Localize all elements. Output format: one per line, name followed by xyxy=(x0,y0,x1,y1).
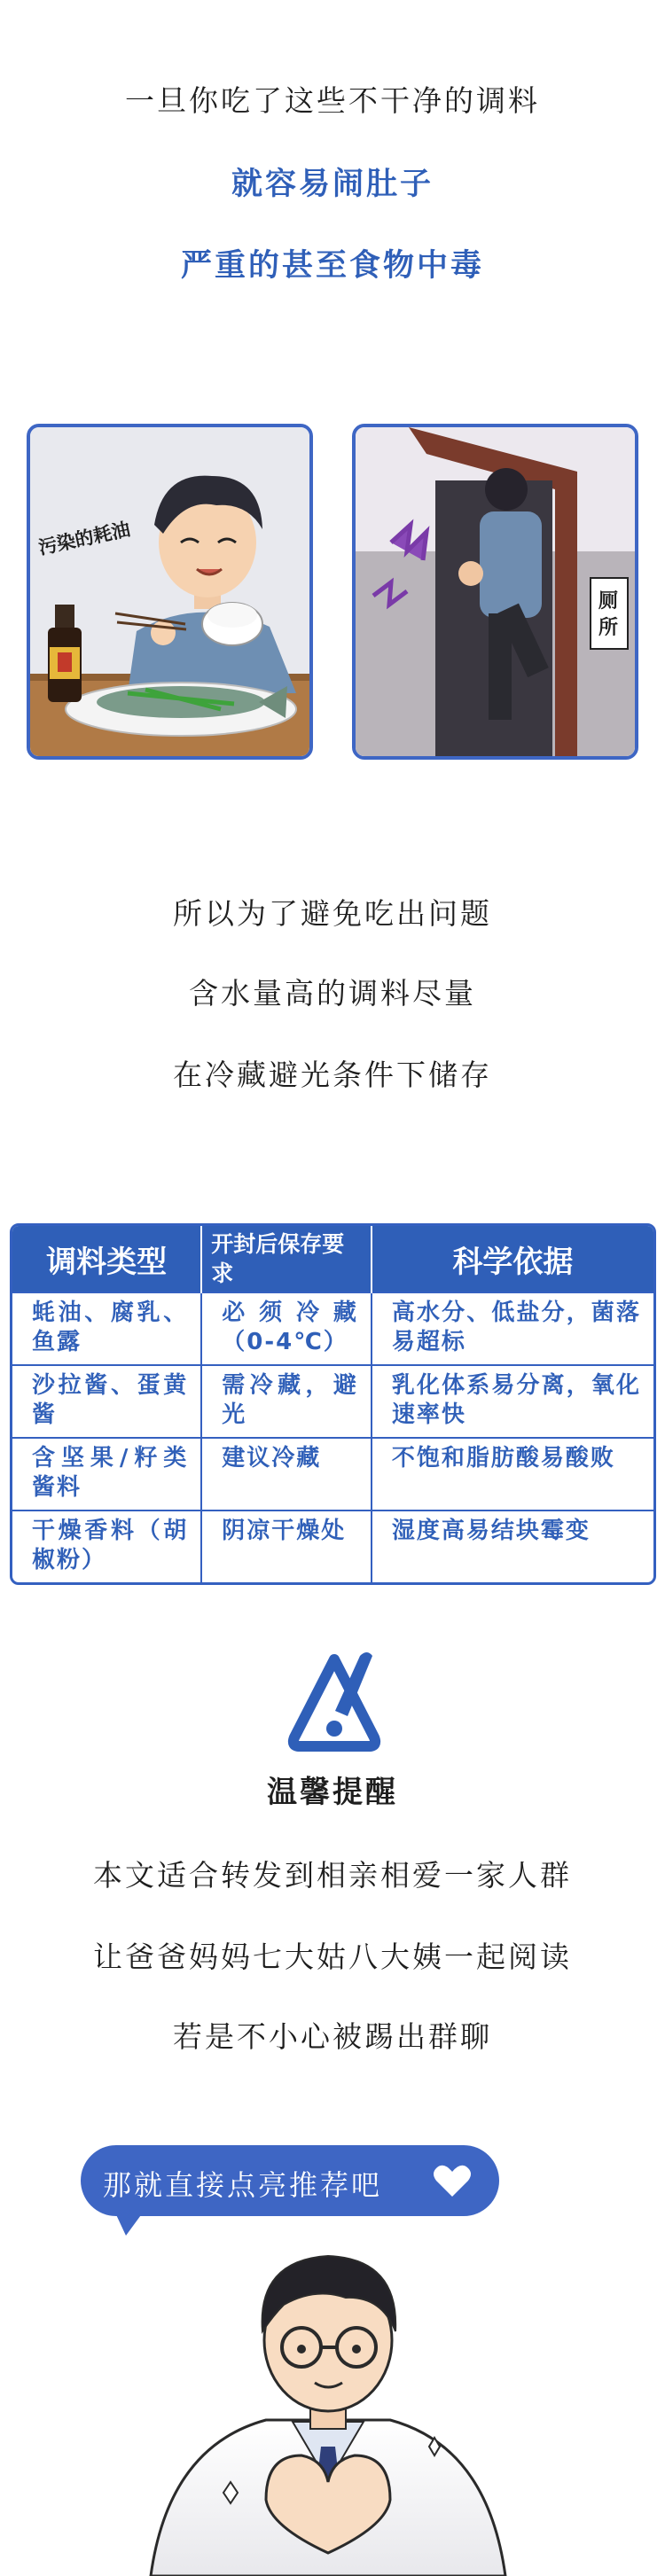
doctor-character-illustration xyxy=(133,2216,523,2576)
tip-line-1: 本文适合转发到相亲相爱一家人群 xyxy=(93,1858,572,1893)
table-cell: 沙拉酱、蛋黄酱 xyxy=(12,1365,201,1438)
tip-line-3: 若是不小心被踢出群聊 xyxy=(173,2019,492,2054)
table-cell: 必须冷藏（0-4℃） xyxy=(201,1292,372,1365)
table-header-row xyxy=(12,1226,653,1292)
advice-line-3: 在冷藏避光条件下储存 xyxy=(173,1058,492,1092)
recommend-bubble-text: 那就直接点亮推荐吧 xyxy=(103,2168,383,2202)
table-cell: 含坚果/籽类酱料 xyxy=(12,1438,201,1510)
comic-panel-toilet xyxy=(352,424,638,760)
table-row xyxy=(12,1292,653,1365)
header-storage-requirement: 开封后保存要求 xyxy=(201,1226,372,1292)
table-cell: 干燥香料（胡椒粉） xyxy=(12,1510,201,1582)
table-cell: 蚝油、腐乳、鱼露 xyxy=(12,1292,201,1365)
heart-icon xyxy=(433,2163,472,2198)
table-cell: 高水分、低盐分，菌落易超标 xyxy=(372,1292,653,1365)
tip-line-2: 让爸爸妈妈七大姑八大姨一起阅读 xyxy=(93,1940,572,1974)
intro-line-1: 一旦你吃了这些不干净的调料 xyxy=(125,83,540,118)
table-row xyxy=(12,1510,653,1582)
table-row xyxy=(12,1438,653,1510)
tip-title: 温馨提醒 xyxy=(267,1775,398,1810)
table-cell: 湿度高易结块霉变 xyxy=(372,1510,653,1582)
condiment-storage-table xyxy=(10,1223,656,1585)
advice-line-2: 含水量高的调料尽量 xyxy=(189,976,476,1011)
warning-icon xyxy=(286,1649,383,1755)
toilet-door-sign: 厕所 xyxy=(598,590,618,639)
table-cell: 阴凉干燥处 xyxy=(201,1510,372,1582)
table-cell: 需冷藏，避光 xyxy=(201,1365,372,1438)
comic-panel-eating xyxy=(27,424,313,760)
advice-line-1: 所以为了避免吃出问题 xyxy=(173,896,492,931)
table-cell: 建议冷藏 xyxy=(201,1438,372,1510)
table-row xyxy=(12,1365,653,1438)
header-condiment-type: 调料类型 xyxy=(12,1226,201,1292)
toilet-illustration xyxy=(356,427,635,756)
eating-illustration xyxy=(30,427,309,756)
intro-line-2: 就容易闹肚子 xyxy=(231,167,434,202)
intro-line-3: 严重的甚至食物中毒 xyxy=(180,248,484,284)
contaminated-sauce-label: 污染的耗油 xyxy=(36,518,132,559)
table-cell: 不饱和脂肪酸易酸败 xyxy=(372,1438,653,1510)
table-cell: 乳化体系易分离，氧化速率快 xyxy=(372,1365,653,1438)
header-scientific-basis: 科学依据 xyxy=(372,1226,653,1292)
